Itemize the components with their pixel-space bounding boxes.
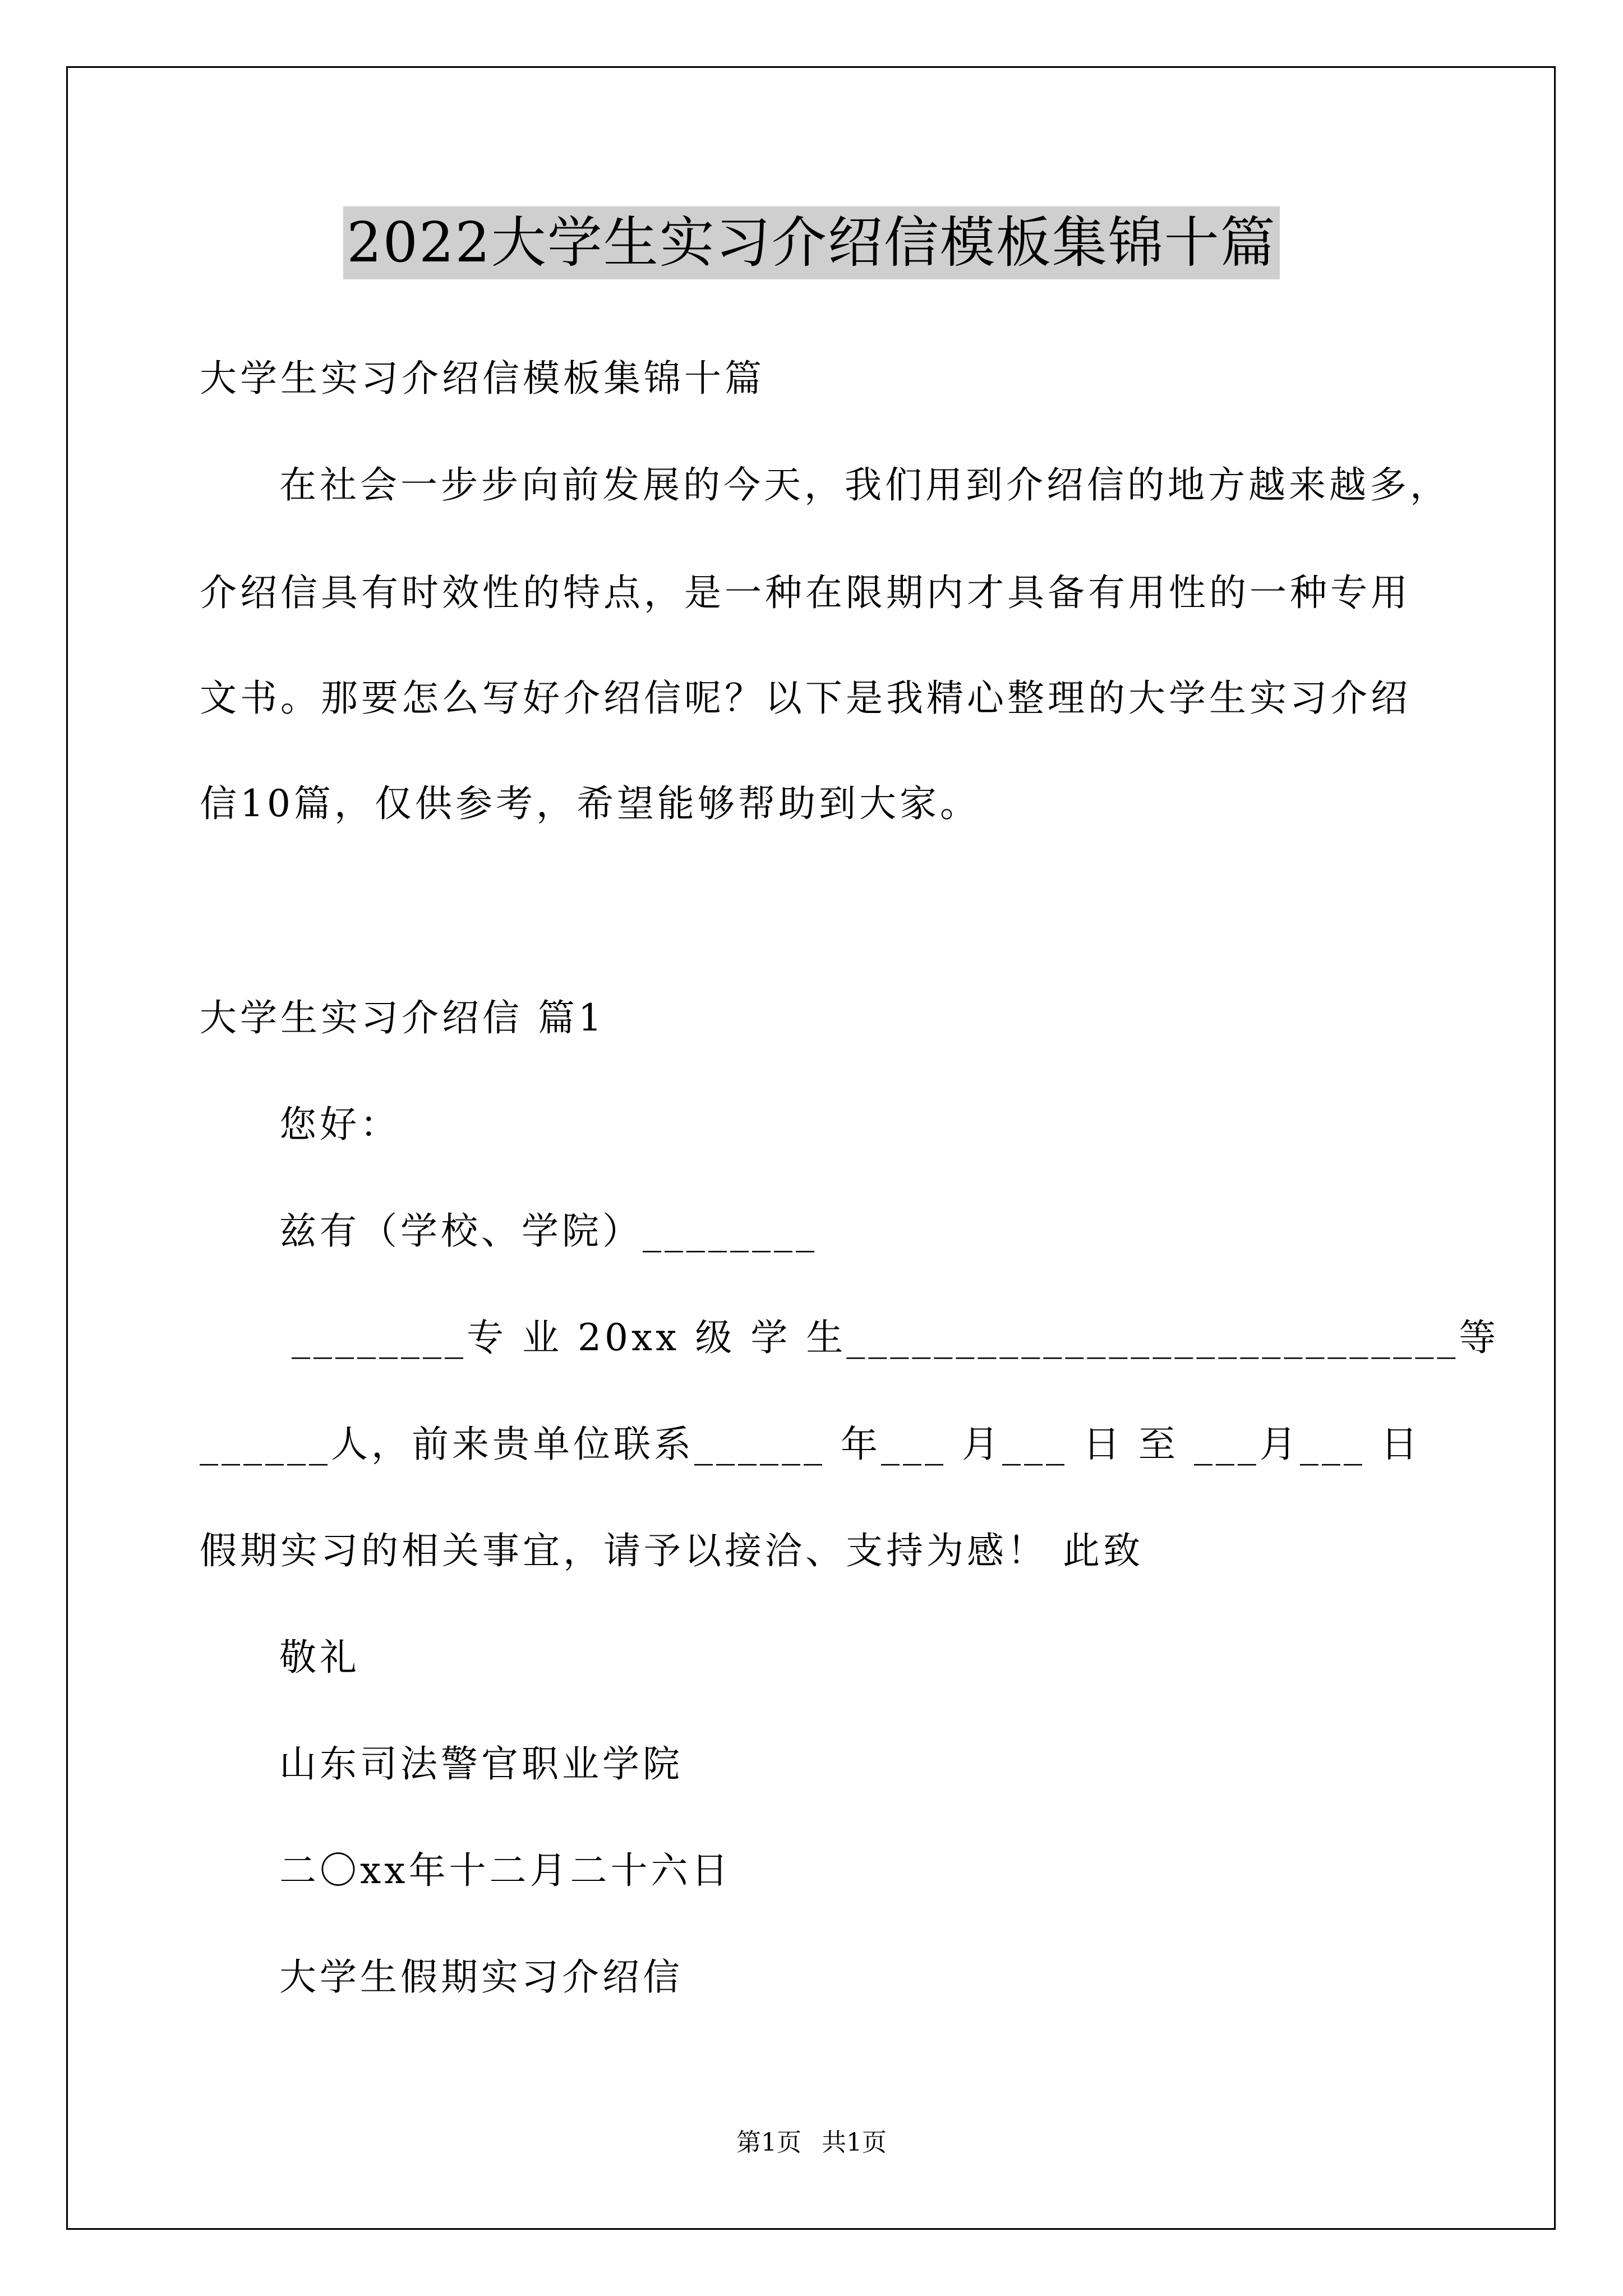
intro-line-1: 在社会一步步向前发展的今天，我们用到介绍信的地方越来越多，	[279, 463, 1450, 507]
greeting: 您好：	[279, 1103, 400, 1146]
intro-line-3: 文书。那要怎么写好介绍信呢？以下是我精心整理的大学生实习介绍	[200, 677, 1411, 720]
subtitle-line: 大学生实习介绍信模板集锦十篇	[200, 357, 765, 400]
page-number: 第1页	[736, 2128, 801, 2157]
signature-date: 二〇xx年十二月二十六日	[279, 1849, 732, 1892]
intro-line-4: 信10篇，仅供参考，希望能够帮助到大家。	[200, 782, 980, 825]
next-section-title: 大学生假期实习介绍信	[279, 1955, 683, 1999]
letter-line-1: 兹有（学校、学院）________	[279, 1209, 818, 1253]
section-heading: 大学生实习介绍信 篇1	[200, 996, 605, 1039]
page-footer	[0, 2126, 1623, 2160]
letter-line-4: 假期实习的相关事宜，请予以接洽、支持为感！ 此致	[200, 1529, 1144, 1572]
title-container	[0, 206, 1623, 279]
letter-line-3: ______人，前来贵单位联系______ 年___ 月___ 日 至 ___月___ 日	[200, 1423, 1421, 1466]
signature-institution: 山东司法警官职业学院	[279, 1742, 683, 1786]
letter-line-2: ________专 业 20xx 级 学 生____________________________等	[292, 1316, 1500, 1359]
intro-line-2: 介绍信具有时效性的特点，是一种在限期内才具备有用性的一种专用	[200, 571, 1411, 614]
salutation: 敬礼	[279, 1636, 360, 1679]
page-total: 共1页	[822, 2128, 887, 2157]
document-title: 2022大学生实习介绍信模板集锦十篇	[343, 206, 1279, 279]
